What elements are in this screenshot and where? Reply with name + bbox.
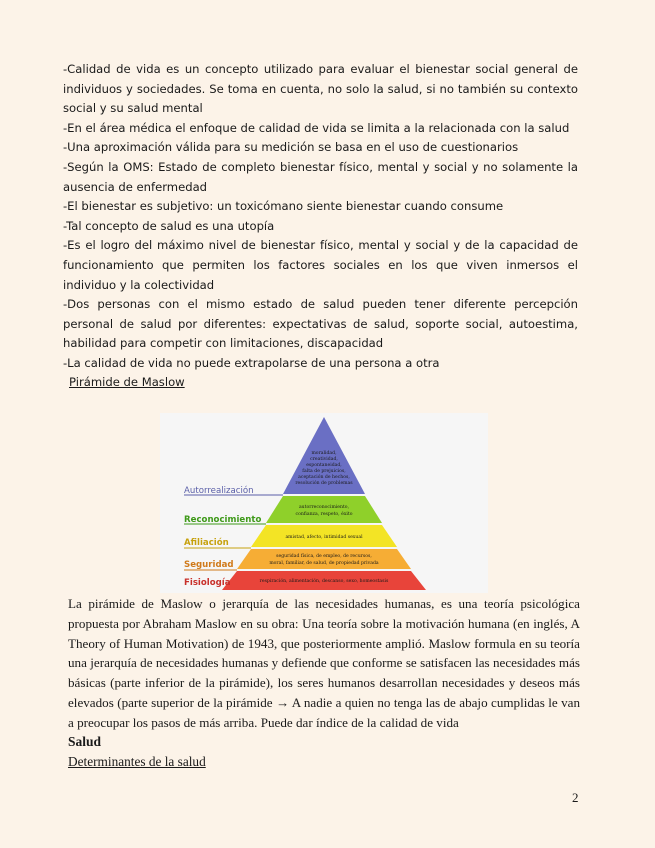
bullet-item: -Tal concepto de salud es una utopía [63,218,275,233]
pyramid-seguridad-text: seguridad física, de empleo, de recursos, [276,554,372,559]
bullet-item: -El bienestar es subjetivo: un toxicómano siente bienestar cuando consume [63,199,504,214]
pyramid-top-text: moralidad, [311,451,337,456]
pyramid-reconocimiento-text: confianza, respeto, éxito [295,512,353,517]
pyramid-top-text: resolución de problemas [295,481,353,486]
label-seguridad: Seguridad [184,560,234,570]
bullet-item: -Dos personas con el mismo estado de salud pueden tener diferente percepción personal de salud por diferentes: expectativas de salud, soporte social, autoestima, habilidad para competir con limitaciones, discapacidad [63,297,578,351]
maslow-pyramid-svg [160,413,488,593]
bullet-item: -Una aproximación válida para su medición se basa en el uso de cuestionarios [63,140,519,155]
section-title-maslow: Pirámide de Maslow [69,375,185,389]
pyramid-top-text: espontaneidad, [306,463,342,468]
label-afiliacion: Afiliación [184,538,229,548]
pyramid-fisiologia-text: respiración, alimentación, descanso, sexo, homeostasis [259,579,389,584]
bullet-item: -Es el logro del máximo nivel de bienestar físico, mental y social y de la capacidad de funcionamiento que permiten los factores sociales en los que viven inmersos el individuo y la colectividad [63,238,578,292]
label-fisiologia: Fisiología [184,578,231,588]
bullet-item: -Según la OMS: Estado de completo bienestar físico, mental y social y no solamente la ausencia de enfermedad [63,159,578,194]
pyramid-top-text: falta de prejuicios, [302,469,346,474]
pyramid-seguridad-text: moral, familiar, de salud, de propiedad privada [269,561,379,566]
subheading-determinantes: Determinantes de la salud [68,754,206,769]
maslow-pyramid-figure [160,413,488,593]
label-reconocimiento: Reconocimiento [184,515,262,525]
pyramid-top-text: aceptación de hechos, [298,475,350,480]
bullet-item: -La calidad de vida no puede extrapolarse de una persona a otra [63,355,440,370]
pyramid-top-text: creatividad, [310,457,338,462]
maslow-paragraph [68,594,580,733]
pyramid-reconocimiento-text: autorreconocimiento, [298,505,350,510]
page-number: 2 [572,790,579,805]
bullet-list [63,60,578,374]
pyramid-level-seguridad [237,549,411,569]
label-autorrealizacion: Autorrealización [184,486,254,496]
bullet-item: -En el área médica el enfoque de calidad de vida se limita a la relacionada con la salud [63,120,570,135]
paragraph-text: La pirámide de Maslow o jerarquía de las necesidades humanas, es una teoría psicológica propuesta por Abraham Maslow en su obra: Una teoría sobre la motivación humana (en inglés, A Theory of Human Motivation) de 1943, que posteriormente amplió. Maslow formula en su teoría una jerarquía de necesidades humanas y defiende que conforme se satisfacen las necesidades más básicas (parte inferior de la pirámide), los seres humanos desarrollan necesidades y deseos más elevados (parte superior de la pirámide → A nadie a quien no tenga las de abajo cumplidas le van a preocupar los pasos de más arriba. Puede dar índice de la calidad de vida [68,596,580,730]
heading-salud: Salud [68,734,102,749]
bullet-item: -Calidad de vida es un concepto utilizado para evaluar el bienestar social general de individuos y sociedades. Se toma en cuenta, no solo la salud, si no también su contexto social y su salud mental [63,62,578,116]
pyramid-afiliacion-text: amistad, afecto, intimidad sexual [285,535,363,540]
